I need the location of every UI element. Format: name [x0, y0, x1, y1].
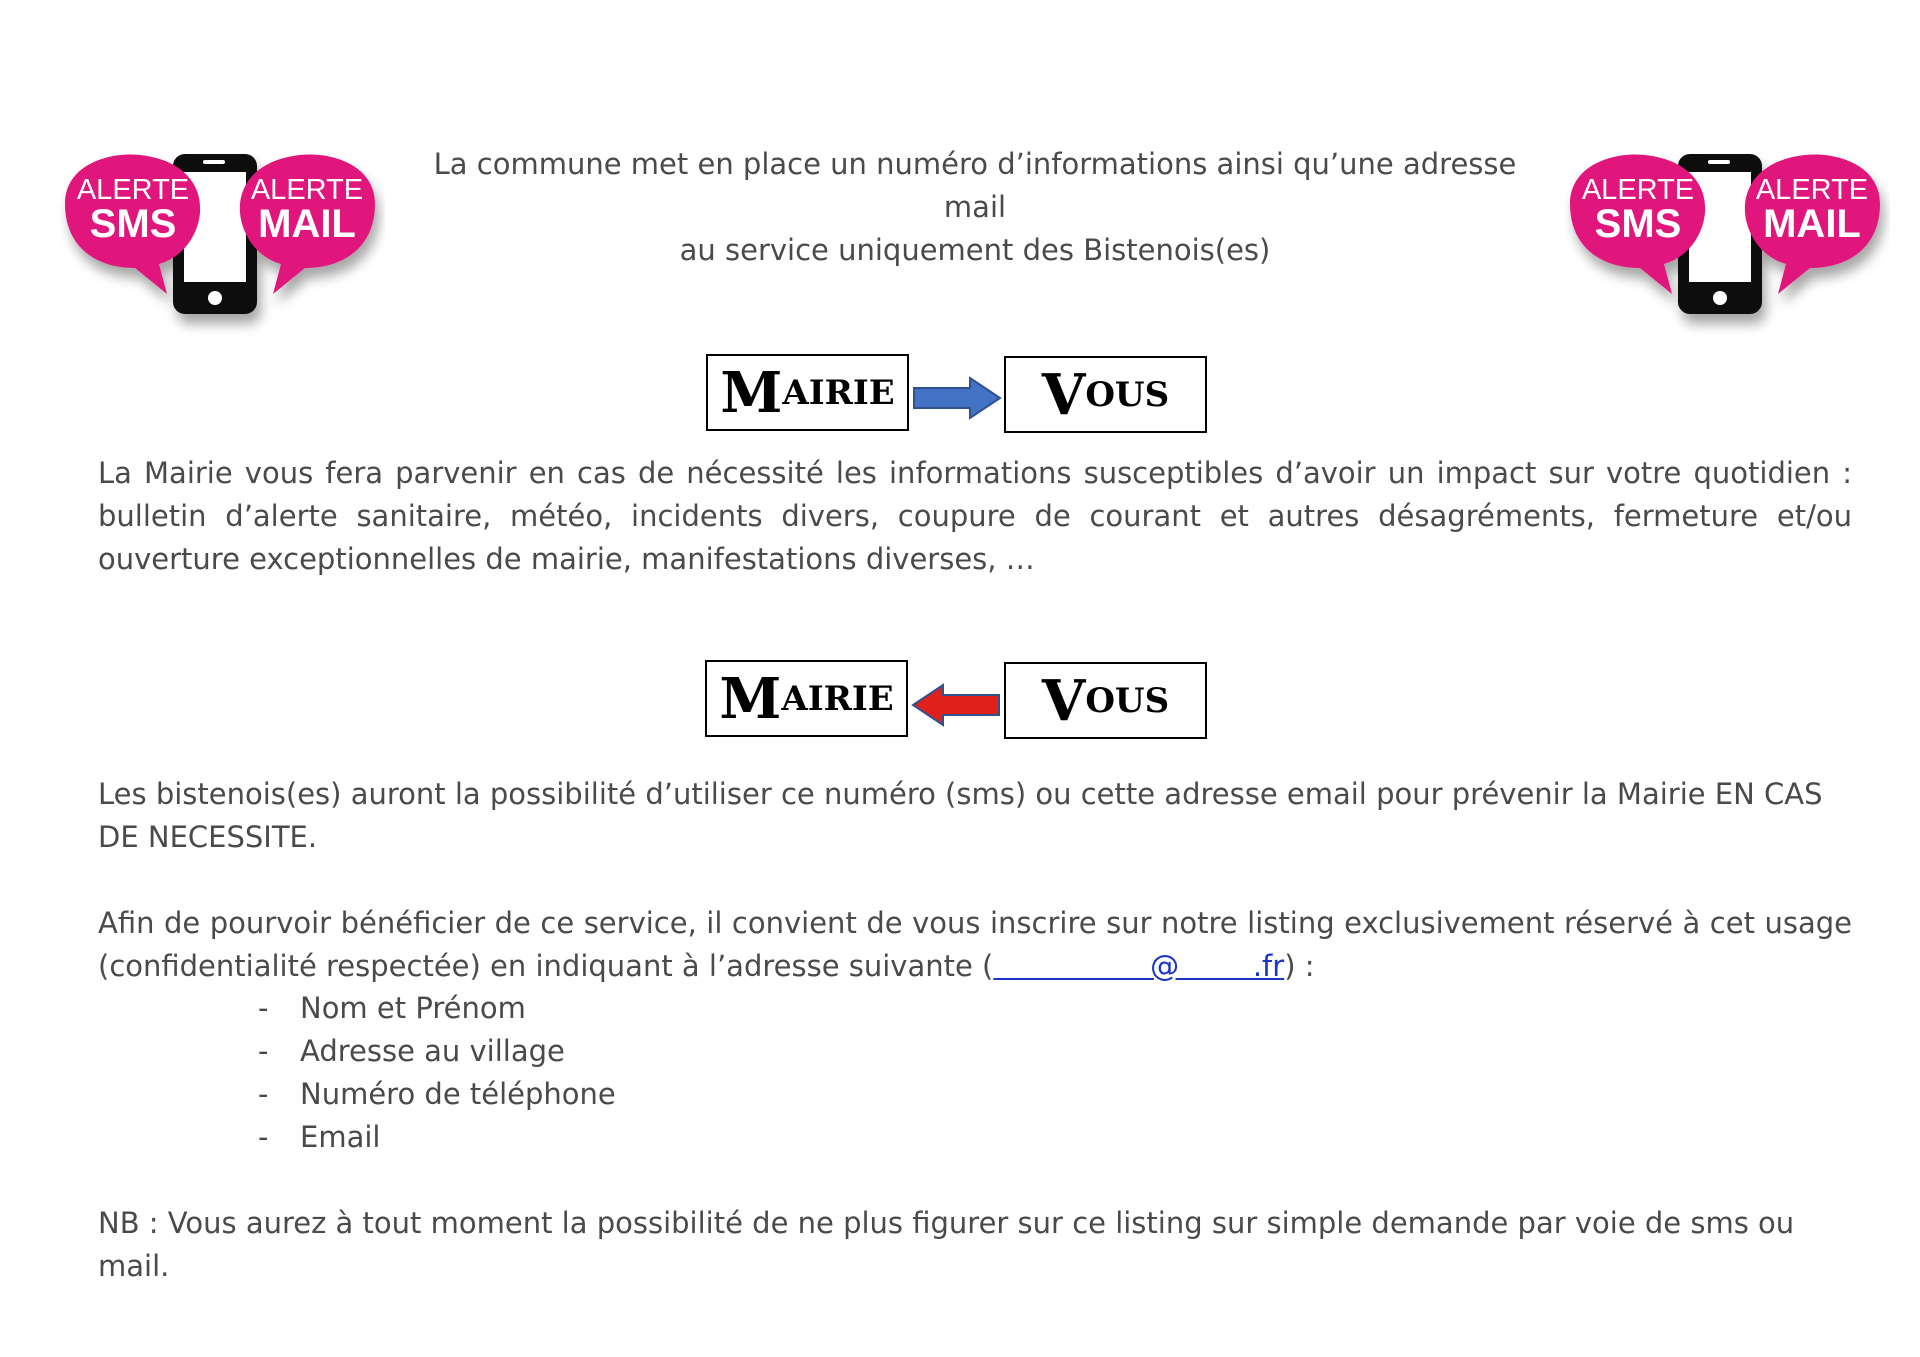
list-item: - Email [258, 1120, 381, 1154]
email-address-link[interactable]: @ .fr [993, 949, 1285, 983]
mairie-box-2: M AIRIE [705, 660, 908, 737]
svg-text:ALERTE: ALERTE [1581, 174, 1695, 206]
list-item: - Numéro de téléphone [258, 1077, 616, 1111]
svg-text:MAIL: MAIL [1763, 202, 1861, 246]
svg-text:ALERTE: ALERTE [1755, 174, 1869, 206]
intro-text [400, 143, 1550, 272]
intro-line-2: au service uniquement des Bistenois(es) [679, 233, 1271, 267]
svg-text:SMS: SMS [89, 202, 177, 246]
alerte-sms-mail-logo-right [1560, 142, 1890, 342]
mairie-box: M AIRIE [706, 354, 909, 431]
arrow-left-icon [911, 683, 1001, 727]
nb-note: NB : Vous aurez à tout moment la possibilité de ne plus figurer sur ce listing sur simple demande par voie de sms ou mail. [98, 1206, 1795, 1283]
vous-box-2: V OUS [1004, 662, 1207, 739]
paragraph-bistenois-contact: Les bistenois(es) auront la possibilité d’utiliser ce numéro (sms) ou cette adresse email pour prévenir la Mairie EN CAS DE NECESSITE. [98, 777, 1823, 854]
alerte-sms-mail-logo-left [55, 142, 385, 342]
vous-box: V OUS [1004, 356, 1207, 433]
required-info-list [258, 987, 616, 1159]
arrow-right-icon [912, 376, 1002, 420]
svg-text:ALERTE: ALERTE [76, 174, 190, 206]
svg-text:ALERTE: ALERTE [250, 174, 364, 206]
paragraph-inscription: Afin de pourvoir bénéficier de ce service, il convient de vous inscrire sur notre listing exclusivement réservé à cet usage (confidentialité respectée) en indiquant à l’adresse suivante ( @ .fr) : [98, 906, 1852, 983]
svg-text:SMS: SMS [1594, 202, 1682, 246]
list-item: - Adresse au village [258, 1034, 565, 1068]
intro-line-1: La commune met en place un numéro d’informations ainsi qu’une adresse mail [433, 147, 1517, 224]
svg-text:MAIL: MAIL [258, 202, 356, 246]
list-item: - Nom et Prénom [258, 991, 526, 1025]
paragraph-mairie-info: La Mairie vous fera parvenir en cas de nécessité les informations susceptibles d’avoir un impact sur votre quotidien : bulletin d’alerte sanitaire, météo, incidents divers, coupure de courant et autres désagréments, fermeture et/ou ouverture exceptionnelles de mairie, manifestations diverses, … [98, 456, 1852, 576]
